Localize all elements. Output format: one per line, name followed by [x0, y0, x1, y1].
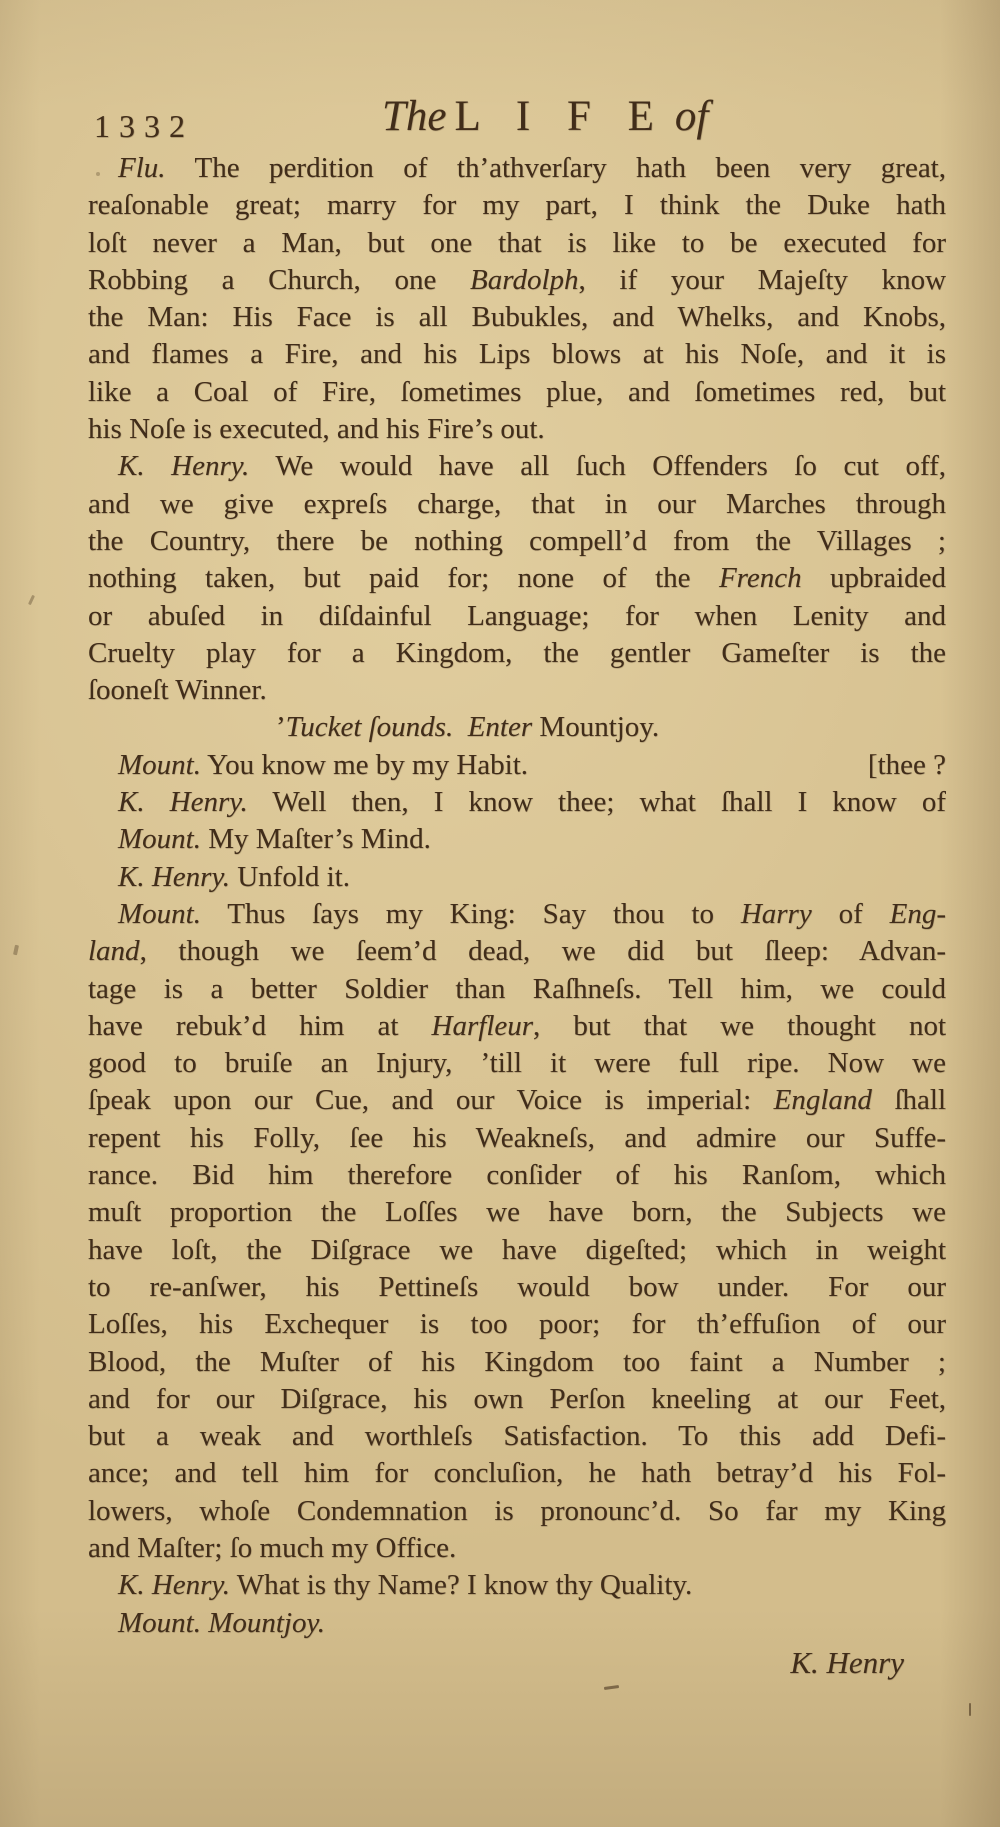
italic-text: Mountjoy.	[200, 1606, 326, 1639]
italic-text: K. Henry.	[118, 786, 248, 819]
roman-text: to re-anſwer, his Pettineſs would bow under. For our	[88, 1270, 946, 1303]
text-line	[88, 1567, 946, 1604]
text-line	[88, 374, 946, 411]
text-line	[88, 1008, 946, 1045]
roman-text: , though we ſeem’d dead, we did but ſleep: Advan-	[139, 935, 946, 968]
italic-text: England	[773, 1084, 872, 1117]
text-line	[88, 1455, 946, 1492]
roman-text: loſt never a Man, but one that is like to be executed for	[88, 226, 946, 259]
text-line	[88, 560, 946, 597]
text-block	[88, 150, 946, 1642]
ink-speck	[969, 1703, 971, 1716]
text-line	[88, 448, 946, 485]
text-line	[88, 299, 946, 336]
text-line	[88, 1605, 946, 1642]
roman-text: have rebuk’d him at	[88, 1009, 432, 1042]
text-line	[88, 1381, 946, 1418]
italic-text: Mount.	[118, 748, 201, 781]
running-title	[382, 92, 708, 141]
text-line	[88, 672, 946, 709]
text-line	[88, 187, 946, 224]
roman-text: Thus ſays my King: Say thou to	[200, 897, 741, 930]
italic-text: land	[88, 935, 140, 968]
text-line	[88, 1157, 946, 1194]
text-line	[88, 1493, 946, 1530]
text-line	[88, 784, 946, 821]
text-line	[88, 1194, 946, 1231]
roman-text: Loſſes, his Exchequer is too poor; for th’effuſion of our	[88, 1308, 946, 1341]
text-line	[88, 709, 946, 746]
text-line	[88, 486, 946, 523]
text-line	[88, 1344, 946, 1381]
roman-text: ſooneſt Winner.	[88, 674, 267, 707]
roman-text: , but that we thought not	[533, 1009, 946, 1042]
roman-text: Well then, I know thee; what ſhall I know of	[247, 786, 946, 819]
roman-text: Unfold it.	[229, 860, 350, 893]
italic-text: Mount.	[118, 823, 201, 856]
roman-text: rance. Bid him therefore conſider of his Ranſom, which	[88, 1159, 946, 1192]
italic-text: Bardolph	[470, 263, 579, 296]
italic-text: Harry	[740, 897, 812, 930]
roman-text: upbraided	[801, 562, 946, 595]
italic-text: Flu.	[118, 152, 166, 184]
roman-text: The perdition of th’athverſary hath been very great,	[165, 152, 946, 184]
roman-text: lowers, whoſe Condemnation is pronounc’d. So far my King	[88, 1494, 946, 1527]
roman-text: Mountjoy.	[532, 711, 660, 744]
roman-text: the Man: His Face is all Bubukles, and Whelks, and Knobs,	[88, 301, 946, 334]
roman-text: tage is a better Soldier than Raſhneſs. Tell him, we could	[88, 972, 946, 1005]
text-line	[88, 635, 946, 672]
roman-text: nothing taken, but paid for; none of the	[88, 562, 719, 595]
roman-text: My Maſter’s Mind.	[200, 823, 431, 856]
roman-text: reaſonable great; marry for my part, I think the Duke hath	[88, 189, 946, 222]
roman-text: good to bruiſe an Injury, ’till it were full ripe. Now we	[88, 1047, 946, 1080]
italic-text: Eng-	[889, 897, 946, 930]
roman-text	[453, 711, 468, 743]
ink-speck	[604, 1685, 619, 1690]
text-line	[88, 1082, 946, 1119]
roman-text: Robbing a Church, one	[88, 263, 471, 296]
italic-text: Mount.	[118, 897, 201, 930]
italic-text: K. Henry.	[118, 1569, 230, 1602]
text-line	[88, 1232, 946, 1269]
text-line	[88, 262, 946, 299]
roman-text: and for our Diſgrace, his own Perſon kneeling at our Feet,	[88, 1382, 946, 1415]
running-title-of: of	[674, 93, 709, 140]
roman-text: like a Coal of Fire, ſometimes plue, and ſometimes red, but	[88, 375, 946, 408]
turn-over-word: [thee ?	[867, 748, 946, 781]
text-line	[88, 896, 946, 933]
roman-text: Blood, the Muſter of his Kingdom too faint a Number ;	[88, 1345, 946, 1378]
ink-speck	[28, 595, 35, 605]
italic-text: Harfleur	[431, 1009, 534, 1042]
roman-text: Cruelty play for a Kingdom, the gentler Gameſter is the	[88, 636, 946, 669]
italic-text: Tucket ſounds.	[285, 711, 454, 744]
roman-text: repent his Folly, ſee his Weakneſs, and admire our Suffe-	[88, 1121, 946, 1154]
text-line	[88, 933, 946, 970]
text-line	[88, 1306, 946, 1343]
text-line	[88, 1045, 946, 1082]
italic-text: K. Henry.	[118, 860, 230, 893]
italic-text: Mount.	[118, 1606, 201, 1639]
ink-speck	[96, 172, 100, 176]
ink-speck	[13, 945, 19, 956]
roman-text: You know me by my Habit.	[200, 748, 529, 781]
roman-text: his Noſe is executed, and his Fire’s out.	[88, 413, 545, 446]
text-line	[88, 411, 946, 448]
catchword: K. Henry	[790, 1645, 904, 1680]
italic-text: K. Henry.	[118, 450, 250, 483]
text-line	[88, 1269, 946, 1306]
text-line	[88, 1120, 946, 1157]
roman-text: or abuſed in diſdainful Language; for when Lenity and	[88, 599, 946, 632]
italic-text: French	[718, 562, 802, 595]
text-line	[88, 336, 946, 373]
roman-text: ’	[276, 711, 286, 744]
text-line	[88, 859, 946, 896]
roman-text: but a weak and worthleſs Satisfaction. To this add Defi-	[88, 1420, 946, 1453]
roman-text: We would have all ſuch Offenders ſo cut off,	[249, 450, 946, 483]
roman-text: of	[811, 897, 890, 930]
page-number: 1332	[94, 108, 194, 144]
roman-text: , if your Majeſty know	[578, 263, 946, 296]
text-line	[88, 1418, 946, 1455]
text-line	[88, 150, 946, 187]
text-line	[88, 747, 946, 784]
text-line	[88, 523, 946, 560]
running-title-the: The	[382, 93, 447, 140]
roman-text: ſpeak upon our Cue, and our Voice is imperial:	[88, 1084, 774, 1117]
text-line	[88, 225, 946, 262]
roman-text: ance; and tell him for concluſion, he hath betray’d his Fol-	[88, 1457, 946, 1490]
roman-text: and flames a Fire, and his Lips blows at his Noſe, and it is	[88, 338, 946, 371]
roman-text: and Maſter; ſo much my Office.	[88, 1531, 457, 1564]
running-title-life: L I F E	[454, 93, 667, 140]
italic-text: Enter	[467, 711, 533, 744]
text-line	[88, 598, 946, 635]
roman-text: What is thy Name? I know thy Quality.	[229, 1569, 693, 1602]
roman-text: and we give expreſs charge, that in our Marches through	[88, 487, 946, 520]
roman-text: ſhall	[871, 1084, 946, 1117]
roman-text: the Country, there be nothing compell’d from the Villages ;	[88, 524, 946, 557]
text-line	[88, 821, 946, 858]
text-line	[88, 971, 946, 1008]
roman-text: muſt proportion the Loſſes we have born, the Subjects we	[88, 1196, 946, 1229]
text-line	[88, 1530, 946, 1567]
roman-text: have loſt, the Diſgrace we have digeſted; which in weight	[88, 1233, 946, 1266]
